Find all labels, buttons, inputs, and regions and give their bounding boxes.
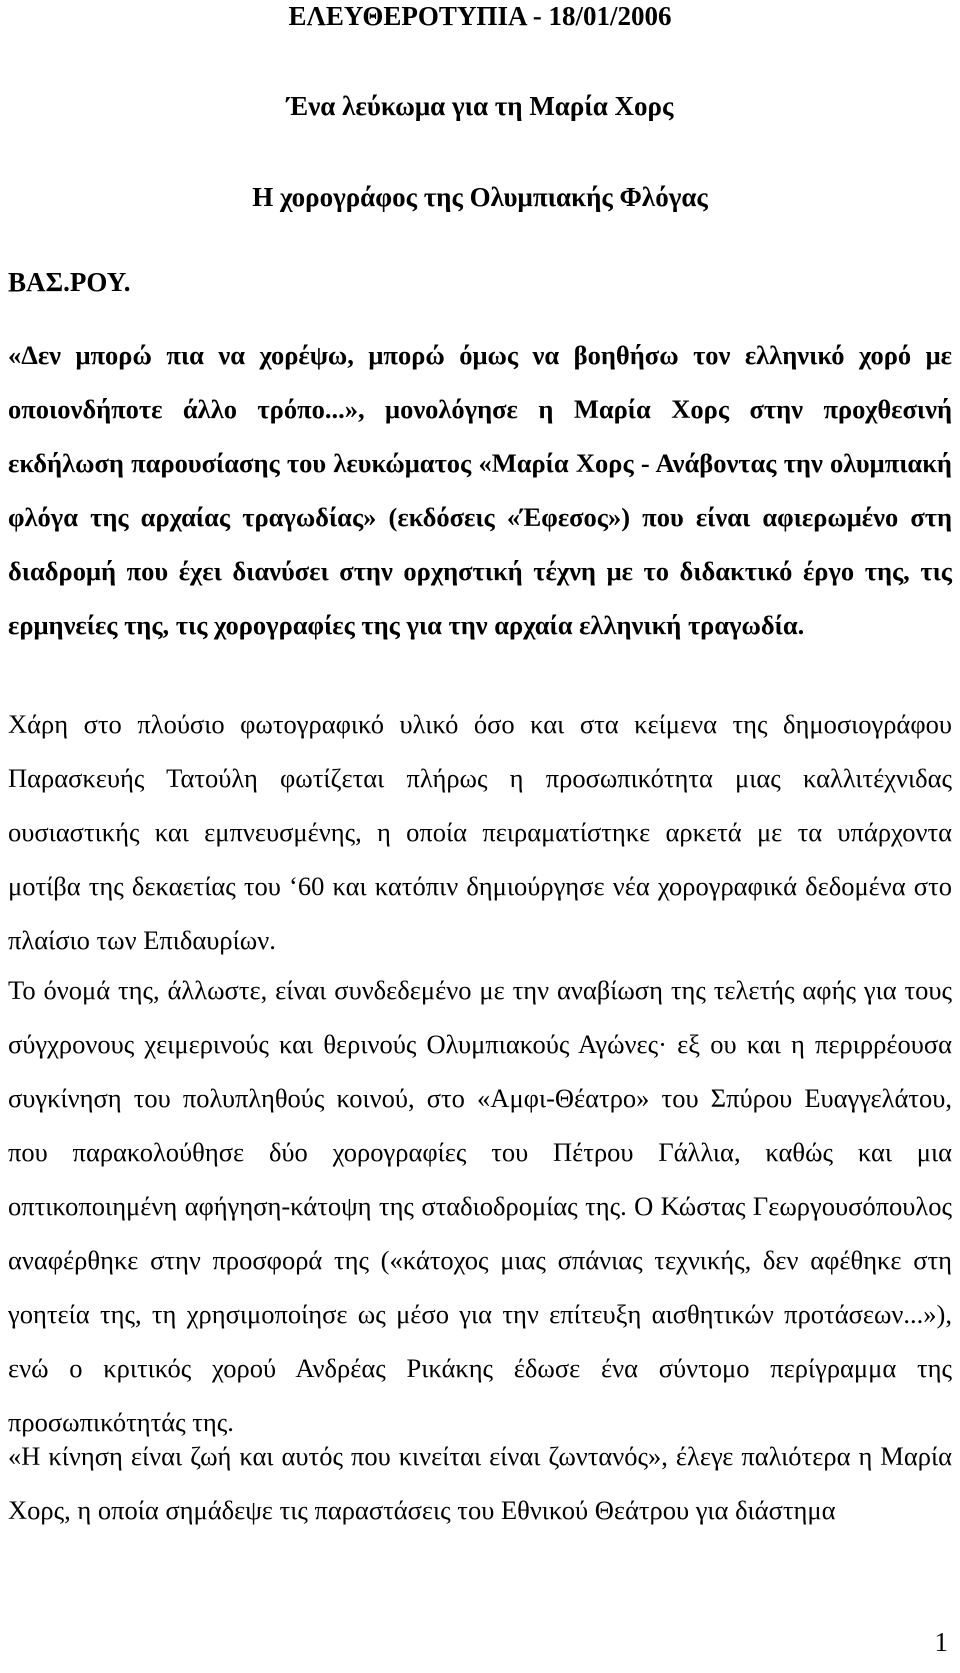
author-byline: ΒΑΣ.ΡΟΥ. bbox=[8, 267, 131, 297]
article-subtitle: Η χορογράφος της Ολυμπιακής Φλόγας bbox=[252, 182, 708, 212]
body-paragraph-1: Χάρη στο πλούσιο φωτογραφικό υλικό όσο και στα κείμενα της δημοσιογράφου Παρασκευής Τατούλη φωτίζεται πλήρως η προσωπικότητα μιας καλλιτέχνιδας ουσιαστικής και εμπνευσμένης, η οποία πειραματίστηκε αρκετά με τα υπάρχοντα μοτίβα της δεκαετίας του ‘60 και κατόπιν δημιούργησε νέα χορογραφικά δεδομένα στο πλαίσιο των Επιδαυρίων. bbox=[8, 709, 952, 955]
body-paragraph-2: Το όνομά της, άλλωστε, είναι συνδεδεμένο με την αναβίωση της τελετής αφής για τους σύγχρονους χειμερινούς και θερινούς Ολυμπιακούς Αγώνες· εξ ου και η περιρρέουσα συγκίνηση του πολυπληθούς κοινού, στο «Αμφι-Θέατρο» του Σπύρου Ευαγγελάτου, που παρακολούθησε δύο χορογραφίες του Πέτρου Γάλλια, καθώς και μια οπτικοποιημένη αφήγηση-κάτοψη της σταδιοδρομίας της. Ο Κώστας Γεωργουσόπουλος αναφέρθηκε στην προσφορά της («κάτοχος μιας σπάνιας τεχνικής, δεν αφέθηκε στη γοητεία της, τη χρησιμοποίησε ως μέσο για την επίτευξη αισθητικών προτάσεων...»), ενώ ο κριτικός χορού Ανδρέας Ρικάκης έδωσε ένα σύντομο περίγραμμα της προσωπικότητάς της. bbox=[8, 975, 952, 1437]
body-paragraph-3: «Η κίνηση είναι ζωή και αυτός που κινείται είναι ζωντανός», έλεγε παλιότερα η Μαρία Χορς, η οποία σημάδεψε τις παραστάσεις του Εθνικού Θεάτρου για διάστημα bbox=[8, 1441, 952, 1525]
newspaper-source-line: ΕΛΕΥΘΕΡΟΤΥΠΙΑ - 18/01/2006 bbox=[288, 1, 672, 31]
article-title: Ένα λεύκωμα για τη Μαρία Χορς bbox=[286, 91, 674, 121]
page-number: 1 bbox=[934, 1627, 948, 1657]
lead-paragraph: «Δεν μπορώ πια να χορέψω, μπορώ όμως να βοηθήσω τον ελληνικό χορό με οποιονδήποτε άλλο τρόπο...», μονολόγησε η Μαρία Χορς στην προχθεσινή εκδήλωση παρουσίασης του λευκώματος «Μαρία Χορς - Ανάβοντας την ολυμπιακή φλόγα της αρχαίας τραγωδίας» (εκδόσεις «Έφεσος») που είναι αφιερωμένο στη διαδρομή που έχει διανύσει στην ορχηστική τέχνη με το διδακτικό έργο της, τις ερμηνείες της, τις χορογραφίες της για την αρχαία ελληνική τραγωδία. bbox=[8, 340, 952, 640]
